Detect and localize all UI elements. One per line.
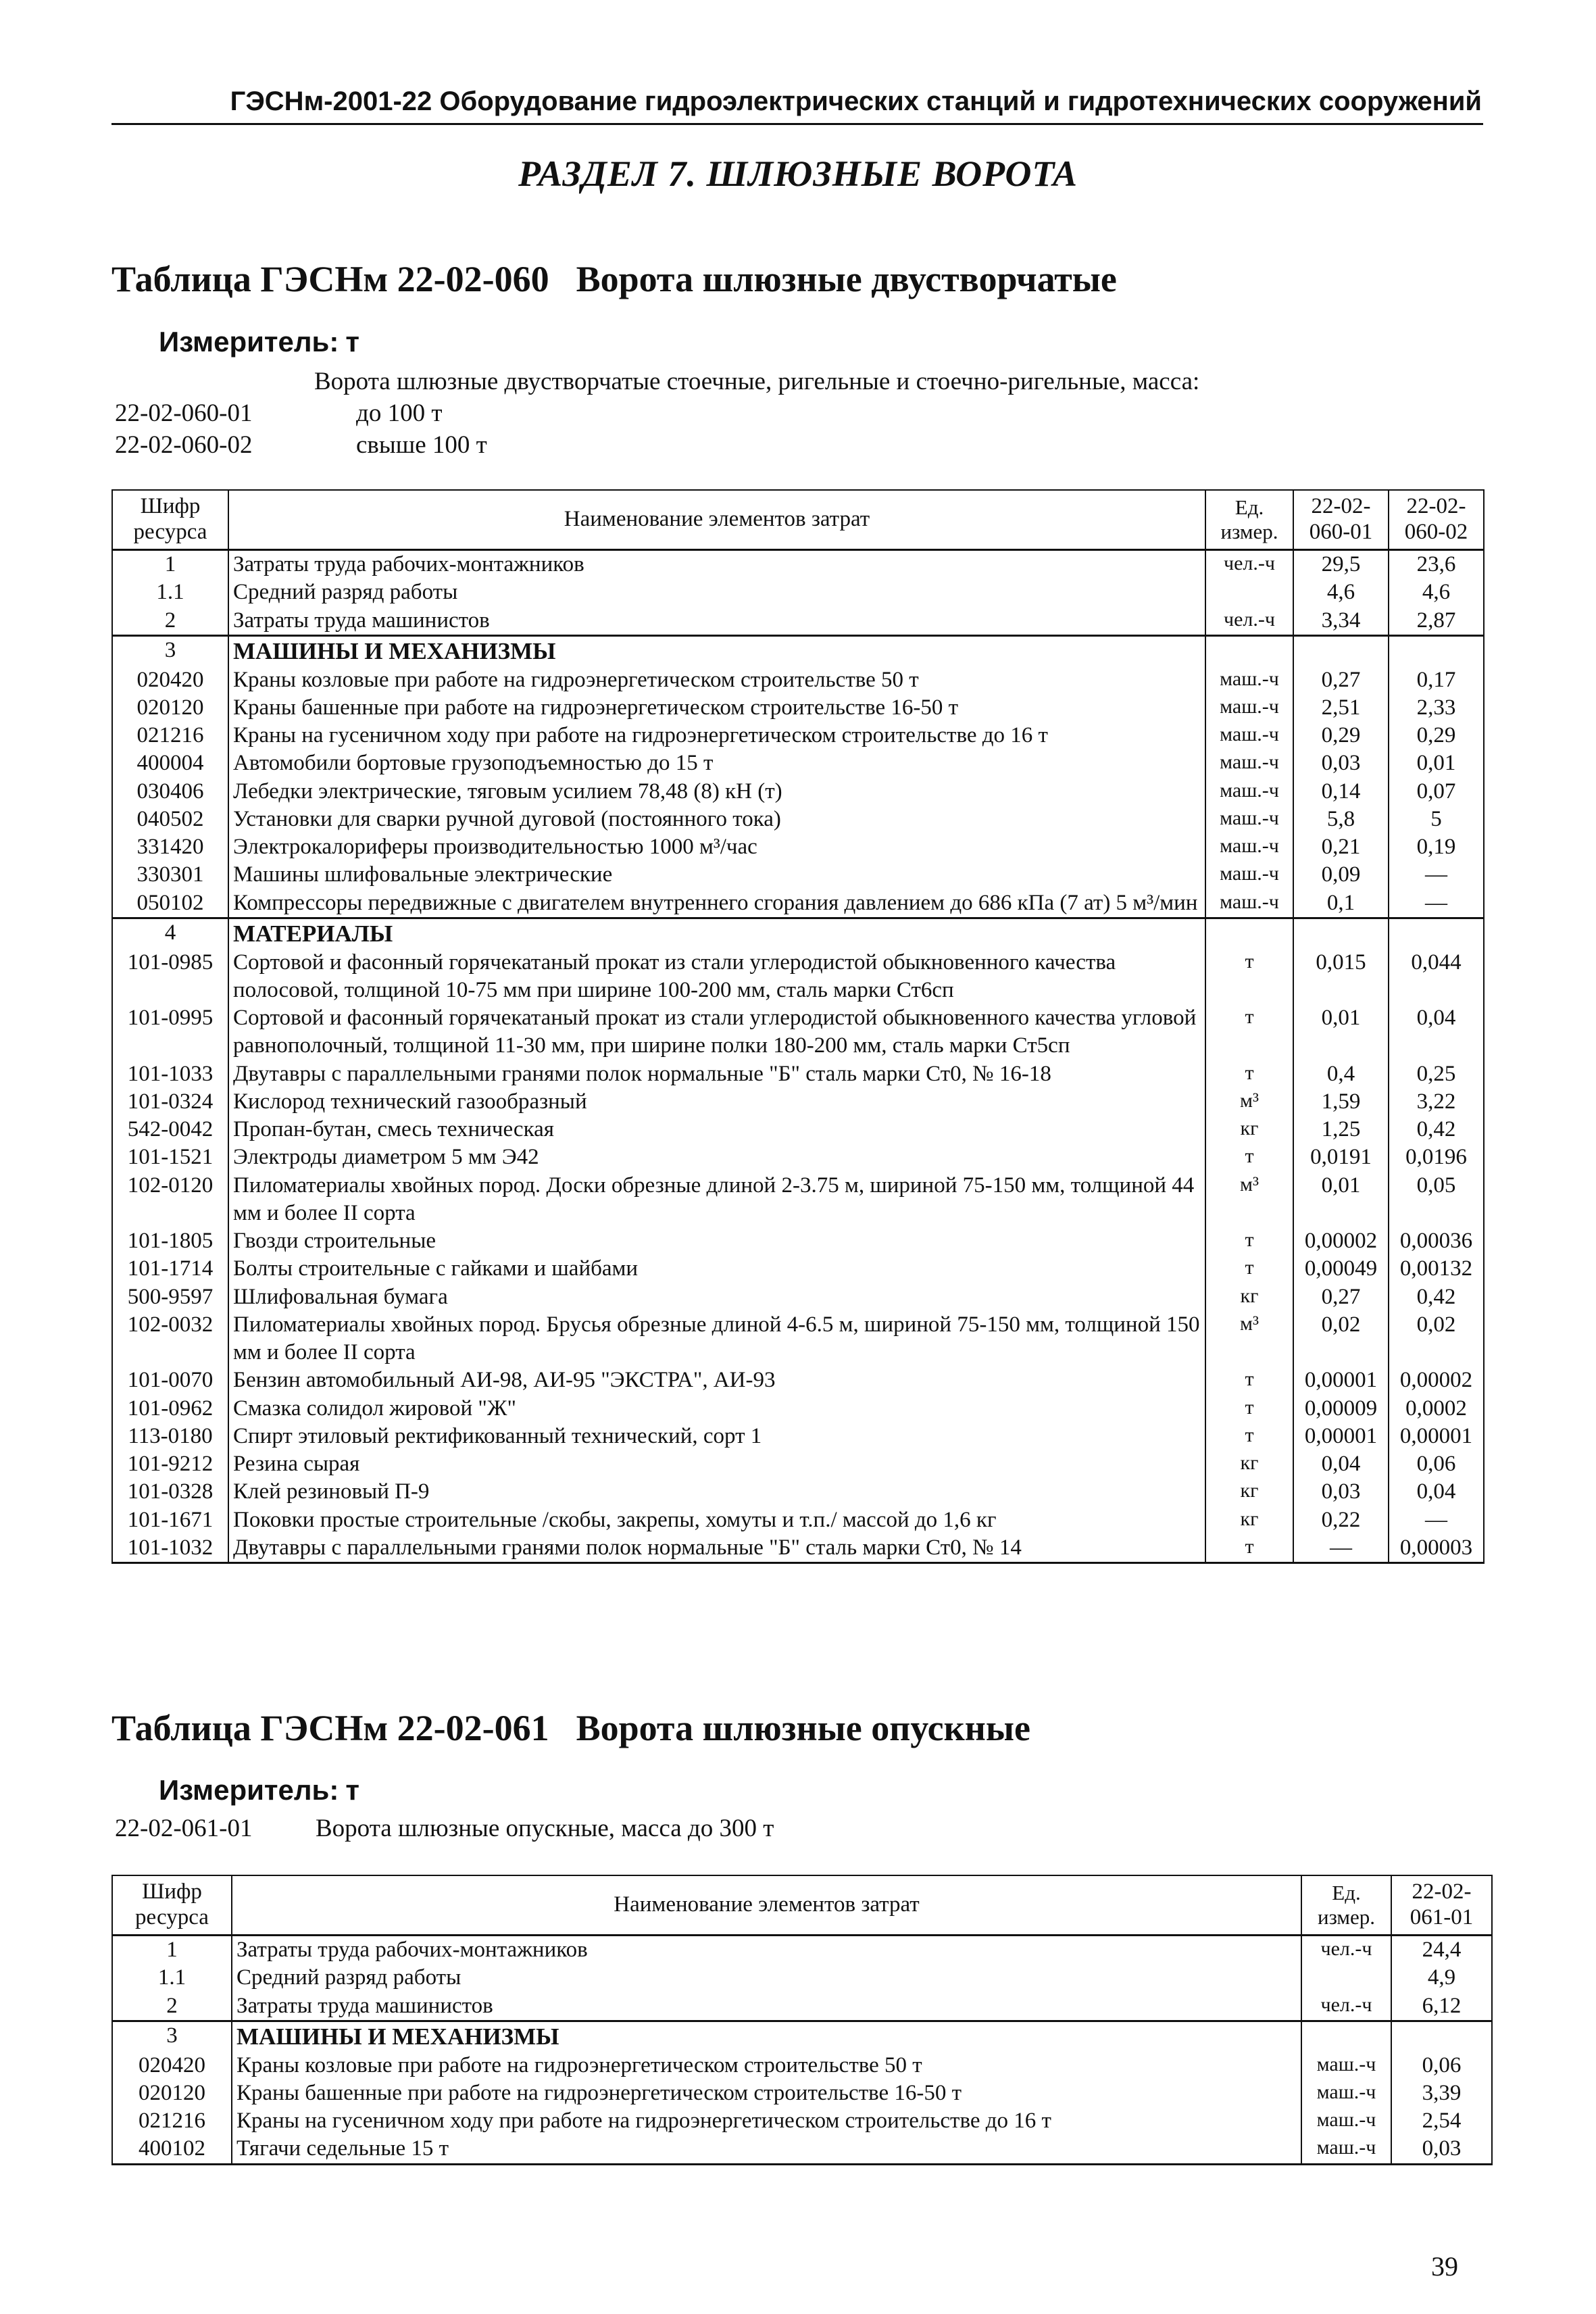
header-name: Наименование элементов затрат (228, 490, 1205, 550)
row-value-1: 4,6 (1293, 578, 1389, 606)
row-code: 330301 (112, 861, 228, 889)
row-value-1: 6,12 (1391, 1992, 1492, 2021)
row-name: МАШИНЫ И МЕХАНИЗМЫ (228, 635, 1205, 666)
row-value-1: 3,39 (1391, 2079, 1492, 2107)
row-code: 101-0962 (112, 1395, 228, 1423)
row-value-1 (1293, 918, 1389, 948)
row-code: 101-1032 (112, 1534, 228, 1563)
table-row (112, 1116, 1484, 1143)
row-value-2: 0,05 (1389, 1172, 1484, 1228)
row-code: 331420 (112, 833, 228, 861)
row-value-1: 0,06 (1391, 2052, 1492, 2079)
header-col1-top: 22-02- (1311, 494, 1371, 519)
row-code: 4 (112, 918, 228, 948)
table-row (112, 722, 1484, 749)
row-name: Тягачи седельные 15 т (232, 2135, 1301, 2164)
row-code: 020420 (112, 666, 228, 694)
row-code: 1.1 (112, 578, 228, 606)
row-name: Краны на гусеничном ходу при работе на гидроэнергетическом строительстве до 16 т (232, 2107, 1301, 2135)
table-row (112, 1311, 1484, 1367)
row-name: Кислород технический газообразный (228, 1088, 1205, 1116)
row-value-2: 0,02 (1389, 1311, 1484, 1367)
row-code: 101-1671 (112, 1506, 228, 1534)
row-code: 050102 (112, 889, 228, 918)
row-unit: т (1205, 1395, 1293, 1423)
row-code: 021216 (112, 2107, 232, 2135)
row-name: Электрокалориферы производительностью 1000 м³/час (228, 833, 1205, 861)
row-name: Пиломатериалы хвойных пород. Доски обрезные длиной 2-3.75 м, шириной 75-150 мм, толщиной 44 мм и более II сорта (228, 1172, 1205, 1228)
table-row (112, 778, 1484, 806)
row-code: 101-0328 (112, 1478, 228, 1506)
row-value-1: 0,02 (1293, 1311, 1389, 1367)
row-code: 020120 (112, 2079, 232, 2107)
header-col2-bottom: 060-02 (1404, 520, 1468, 544)
table1-title-name: Ворота шлюзные двустворчатые (576, 259, 1117, 299)
row-unit: чел.-ч (1301, 1992, 1391, 2021)
table-row (112, 2079, 1492, 2107)
header-unit (1301, 1875, 1391, 1936)
row-unit: кг (1205, 1478, 1293, 1506)
row-name: Бензин автомобильный АИ-98, АИ-95 "ЭКСТРА", АИ-93 (228, 1367, 1205, 1394)
table-row (112, 1172, 1484, 1228)
table1-title-code: Таблица ГЭСНм 22-02-060 (111, 259, 549, 299)
row-value-1: 0,00001 (1293, 1367, 1389, 1394)
header-code-bottom: ресурса (133, 520, 207, 544)
table-row (112, 1395, 1484, 1423)
table-row (112, 1423, 1484, 1450)
row-unit: маш.-ч (1301, 2052, 1391, 2079)
row-code: 500-9597 (112, 1283, 228, 1311)
row-code: 102-0032 (112, 1311, 228, 1367)
row-name: Спирт этиловый ректификованный технический, сорт 1 (228, 1423, 1205, 1450)
header-unit-top: Ед. (1332, 1881, 1361, 1905)
row-unit: т (1205, 1227, 1293, 1255)
table2-title (111, 1707, 1030, 1749)
row-unit (1301, 2021, 1391, 2051)
row-value-1: 1,59 (1293, 1088, 1389, 1116)
row-value-1: 0,01 (1293, 1004, 1389, 1060)
header-col1-bottom: 061-01 (1410, 1905, 1474, 1929)
row-value-1: 0,04 (1293, 1450, 1389, 1478)
running-header: ГЭСНм-2001-22 Оборудование гидроэлектрических станций и гидротехнических сооружений (230, 87, 1482, 116)
row-code: 101-0324 (112, 1088, 228, 1116)
row-unit: маш.-ч (1301, 2107, 1391, 2135)
table-row (112, 1450, 1484, 1478)
table-row (112, 2052, 1492, 2079)
row-value-2 (1389, 918, 1484, 948)
header-code-bottom: ресурса (135, 1905, 209, 1929)
row-unit (1205, 918, 1293, 948)
row-value-1: 1,25 (1293, 1116, 1389, 1143)
row-unit (1301, 1964, 1391, 1992)
row-value-2: 0,42 (1389, 1283, 1484, 1311)
row-code: 3 (112, 2021, 232, 2051)
table-row (112, 1004, 1484, 1060)
row-value-2: 0,42 (1389, 1116, 1484, 1143)
row-value-1: 0,14 (1293, 778, 1389, 806)
row-name: Краны на гусеничном ходу при работе на гидроэнергетическом строительстве до 16 т (228, 722, 1205, 749)
row-unit: м³ (1205, 1088, 1293, 1116)
row-value-1: 0,27 (1293, 1283, 1389, 1311)
table-row (112, 635, 1484, 666)
row-name: МАШИНЫ И МЕХАНИЗМЫ (232, 2021, 1301, 2051)
row-value-1: 2,54 (1391, 2107, 1492, 2135)
row-code: 101-1033 (112, 1060, 228, 1088)
row-unit: маш.-ч (1301, 2135, 1391, 2164)
header-unit-bottom: измер. (1317, 1905, 1376, 1929)
row-code: 101-1805 (112, 1227, 228, 1255)
row-name: Двутавры с параллельными гранями полок нормальные "Б" сталь марки Ст0, № 16-18 (228, 1060, 1205, 1088)
table-row (112, 2021, 1492, 2051)
variant-code: 22-02-060-01 (115, 399, 253, 427)
row-value-2: 0,00036 (1389, 1227, 1484, 1255)
row-value-2: 0,0002 (1389, 1395, 1484, 1423)
row-code: 1.1 (112, 1964, 232, 1992)
header-col1-top: 22-02- (1412, 1879, 1472, 1904)
row-code: 2 (112, 607, 228, 636)
row-value-2: — (1389, 889, 1484, 918)
row-code: 101-9212 (112, 1450, 228, 1478)
row-name: Смазка солидол жировой "Ж" (228, 1395, 1205, 1423)
row-name: Краны башенные при работе на гидроэнергетическом строительстве 16-50 т (232, 2079, 1301, 2107)
header-col1 (1391, 1875, 1492, 1936)
row-value-2: 2,33 (1389, 694, 1484, 722)
row-code: 101-0995 (112, 1004, 228, 1060)
row-value-1 (1391, 2021, 1492, 2051)
variant-text: Ворота шлюзные опускные, масса до 300 т (316, 1815, 774, 1842)
header-col2 (1389, 490, 1484, 550)
row-value-1: 0,0191 (1293, 1143, 1389, 1171)
table-row (112, 1506, 1484, 1534)
table-row (112, 2107, 1492, 2135)
row-unit: маш.-ч (1205, 861, 1293, 889)
table-row (112, 1255, 1484, 1283)
row-name: Лебедки электрические, тяговым усилием 78,48 (8) кН (т) (228, 778, 1205, 806)
row-value-2: 0,07 (1389, 778, 1484, 806)
table-row (112, 1227, 1484, 1255)
row-name: Болты строительные с гайками и шайбами (228, 1255, 1205, 1283)
row-value-1: 0,21 (1293, 833, 1389, 861)
row-name: Электроды диаметром 5 мм Э42 (228, 1143, 1205, 1171)
table-row (112, 918, 1484, 948)
row-value-1: 2,51 (1293, 694, 1389, 722)
row-value-2: 0,044 (1389, 949, 1484, 1005)
table-row (112, 1060, 1484, 1088)
table-row (112, 550, 1484, 579)
row-name: Затраты труда рабочих-монтажников (228, 550, 1205, 579)
row-code: 020420 (112, 2052, 232, 2079)
row-unit: маш.-ч (1205, 833, 1293, 861)
row-unit: чел.-ч (1301, 1936, 1391, 1965)
header-unit-top: Ед. (1235, 495, 1264, 520)
row-value-1: 0,22 (1293, 1506, 1389, 1534)
table-row (112, 1143, 1484, 1171)
row-name: Краны башенные при работе на гидроэнергетическом строительстве 16-50 т (228, 694, 1205, 722)
table-row (112, 1478, 1484, 1506)
row-unit: маш.-ч (1205, 778, 1293, 806)
row-name: Клей резиновый П-9 (228, 1478, 1205, 1506)
row-name: Установки для сварки ручной дуговой (постоянного тока) (228, 806, 1205, 833)
row-unit (1205, 578, 1293, 606)
table-row (112, 1964, 1492, 1992)
row-code: 542-0042 (112, 1116, 228, 1143)
row-code: 3 (112, 635, 228, 666)
row-unit: т (1205, 1367, 1293, 1394)
row-name: МАТЕРИАЛЫ (228, 918, 1205, 948)
row-value-1: 0,00049 (1293, 1255, 1389, 1283)
row-name: Краны козловые при работе на гидроэнергетическом строительстве 50 т (232, 2052, 1301, 2079)
row-value-2: 2,87 (1389, 607, 1484, 636)
row-value-1: 0,015 (1293, 949, 1389, 1005)
header-rule (111, 123, 1483, 125)
row-code: 113-0180 (112, 1423, 228, 1450)
row-unit: маш.-ч (1205, 889, 1293, 918)
row-name: Затраты труда машинистов (228, 607, 1205, 636)
header-name: Наименование элементов затрат (232, 1875, 1301, 1936)
table-row (112, 1367, 1484, 1394)
row-value-2: 0,25 (1389, 1060, 1484, 1088)
row-name: Сортовой и фасонный горячекатаный прокат из стали углеродистой обыкновенного качества угловой равнополочный, толщиной 11-30 мм, при ширине полки 180-200 мм, сталь марки Ст5сп (228, 1004, 1205, 1060)
header-col1 (1293, 490, 1389, 550)
row-value-1: 0,29 (1293, 722, 1389, 749)
table-row (112, 578, 1484, 606)
row-value-2: 0,29 (1389, 722, 1484, 749)
row-unit: маш.-ч (1205, 666, 1293, 694)
row-unit: маш.-ч (1205, 749, 1293, 777)
variant-code: 22-02-061-01 (115, 1815, 253, 1842)
row-name: Сортовой и фасонный горячекатаный прокат из стали углеродистой обыкновенного качества полосовой, толщиной 10-75 мм при ширине 100-200 мм, сталь марки Ст6сп (228, 949, 1205, 1005)
table2-measurer (159, 1774, 359, 1806)
row-name: Средний разряд работы (232, 1964, 1301, 1992)
row-unit: кг (1205, 1506, 1293, 1534)
row-value-2: 0,0196 (1389, 1143, 1484, 1171)
table1-measurer-value: т (345, 326, 359, 358)
row-unit: т (1205, 1534, 1293, 1563)
row-unit: т (1205, 1004, 1293, 1060)
row-name: Средний разряд работы (228, 578, 1205, 606)
row-name: Шлифовальная бумага (228, 1283, 1205, 1311)
variant-text: до 100 т (356, 399, 443, 427)
row-value-2: 5 (1389, 806, 1484, 833)
row-name: Поковки простые строительные /скобы, закрепы, хомуты и т.п./ массой до 1,6 кг (228, 1506, 1205, 1534)
table-row (112, 607, 1484, 636)
row-unit: т (1205, 1255, 1293, 1283)
row-value-1: 0,09 (1293, 861, 1389, 889)
row-value-1: 3,34 (1293, 607, 1389, 636)
table-header-row (112, 490, 1484, 550)
row-value-2: 0,17 (1389, 666, 1484, 694)
table-row (112, 749, 1484, 777)
row-code: 400102 (112, 2135, 232, 2164)
variant-code: 22-02-060-02 (115, 431, 253, 459)
row-value-2: 23,6 (1389, 550, 1484, 579)
table-row (112, 833, 1484, 861)
table2-title-code: Таблица ГЭСНм 22-02-061 (111, 1708, 549, 1748)
row-value-1: 4,9 (1391, 1964, 1492, 1992)
row-name: Пиломатериалы хвойных пород. Брусья обрезные длиной 4-6.5 м, шириной 75-150 мм, толщиной 150 мм и более II сорта (228, 1311, 1205, 1367)
header-code-top: Шифр (142, 1879, 202, 1904)
row-unit: т (1205, 949, 1293, 1005)
row-value-1: 0,1 (1293, 889, 1389, 918)
row-unit: маш.-ч (1301, 2079, 1391, 2107)
table1-measurer-label: Измеритель: (159, 326, 339, 358)
row-unit: чел.-ч (1205, 550, 1293, 579)
table1-description: Ворота шлюзные двустворчатые стоечные, ригельные и стоечно-ригельные, масса: (314, 368, 1200, 395)
row-value-1: 5,8 (1293, 806, 1389, 833)
row-value-2: 0,00132 (1389, 1255, 1484, 1283)
row-value-2: 0,01 (1389, 749, 1484, 777)
header-unit (1205, 490, 1293, 550)
row-value-2: 0,19 (1389, 833, 1484, 861)
row-code: 040502 (112, 806, 228, 833)
row-unit: т (1205, 1060, 1293, 1088)
row-name: Двутавры с параллельными гранями полок нормальные "Б" сталь марки Ст0, № 14 (228, 1534, 1205, 1563)
row-code: 030406 (112, 778, 228, 806)
row-value-2: 0,00003 (1389, 1534, 1484, 1563)
row-code: 101-0985 (112, 949, 228, 1005)
row-name: Гвозди строительные (228, 1227, 1205, 1255)
row-value-1: 0,03 (1391, 2135, 1492, 2164)
row-unit: маш.-ч (1205, 722, 1293, 749)
header-code (112, 1875, 232, 1936)
row-code: 102-0120 (112, 1172, 228, 1228)
row-unit: т (1205, 1143, 1293, 1171)
table-row (112, 2135, 1492, 2164)
row-value-1: 0,4 (1293, 1060, 1389, 1088)
row-unit: кг (1205, 1116, 1293, 1143)
row-value-2: 0,04 (1389, 1478, 1484, 1506)
table-row (112, 861, 1484, 889)
header-unit-bottom: измер. (1220, 520, 1278, 543)
row-value-1: 0,00009 (1293, 1395, 1389, 1423)
table-header-row (112, 1875, 1492, 1936)
row-value-1: — (1293, 1534, 1389, 1563)
row-code: 101-1714 (112, 1255, 228, 1283)
table-row (112, 666, 1484, 694)
table2-measurer-label: Измеритель: (159, 1774, 339, 1806)
section-title: РАЗДЕЛ 7. ШЛЮЗНЫЕ ВОРОТА (518, 153, 1078, 194)
row-value-1 (1293, 635, 1389, 666)
row-name: Машины шлифовальные электрические (228, 861, 1205, 889)
row-value-1: 0,27 (1293, 666, 1389, 694)
resource-table-060 (111, 489, 1485, 1564)
row-value-2: 3,22 (1389, 1088, 1484, 1116)
row-unit: м³ (1205, 1311, 1293, 1367)
row-code: 020120 (112, 694, 228, 722)
row-unit (1205, 635, 1293, 666)
row-unit: чел.-ч (1205, 607, 1293, 636)
resource-table-061 (111, 1875, 1493, 2165)
row-value-1: 0,03 (1293, 749, 1389, 777)
row-unit: т (1205, 1423, 1293, 1450)
table2-title-name: Ворота шлюзные опускные (576, 1708, 1030, 1748)
row-code: 1 (112, 1936, 232, 1965)
table-row (112, 1283, 1484, 1311)
table-row (112, 694, 1484, 722)
table2-measurer-value: т (345, 1774, 359, 1806)
table1-variant-2 (115, 430, 487, 460)
header-col1-bottom: 060-01 (1309, 520, 1373, 544)
header-code (112, 490, 228, 550)
row-value-2: 0,06 (1389, 1450, 1484, 1478)
row-value-1: 0,00001 (1293, 1423, 1389, 1450)
header-code-top: Шифр (140, 494, 201, 519)
table1-title (111, 258, 1117, 300)
row-value-2: 4,6 (1389, 578, 1484, 606)
row-name: Компрессоры передвижные с двигателем внутреннего сгорания давлением до 686 кПа (7 ат) 5 м³/мин (228, 889, 1205, 918)
row-value-2: — (1389, 1506, 1484, 1534)
row-value-1: 0,01 (1293, 1172, 1389, 1228)
table-row (112, 949, 1484, 1005)
table2-variant (115, 1814, 774, 1843)
row-name: Затраты труда машинистов (232, 1992, 1301, 2021)
page-number: 39 (1431, 2251, 1458, 2282)
row-value-2 (1389, 635, 1484, 666)
header-col2-top: 22-02- (1406, 494, 1466, 519)
row-name: Автомобили бортовые грузоподъемностью до 15 т (228, 749, 1205, 777)
row-value-2: — (1389, 861, 1484, 889)
row-value-2: 0,04 (1389, 1004, 1484, 1060)
row-name: Краны козловые при работе на гидроэнергетическом строительстве 50 т (228, 666, 1205, 694)
row-name: Резина сырая (228, 1450, 1205, 1478)
row-unit: кг (1205, 1450, 1293, 1478)
row-code: 400004 (112, 749, 228, 777)
row-unit: маш.-ч (1205, 806, 1293, 833)
table1-variant-1 (115, 399, 443, 428)
row-code: 1 (112, 550, 228, 579)
row-name: Затраты труда рабочих-монтажников (232, 1936, 1301, 1965)
row-code: 021216 (112, 722, 228, 749)
row-unit: кг (1205, 1283, 1293, 1311)
row-value-2: 0,00002 (1389, 1367, 1484, 1394)
row-code: 101-1521 (112, 1143, 228, 1171)
variant-text: свыше 100 т (356, 431, 487, 459)
row-value-1: 24,4 (1391, 1936, 1492, 1965)
table-row (112, 1088, 1484, 1116)
table-row (112, 889, 1484, 918)
row-code: 101-0070 (112, 1367, 228, 1394)
row-code: 2 (112, 1992, 232, 2021)
row-value-2: 0,00001 (1389, 1423, 1484, 1450)
table-row (112, 1936, 1492, 1965)
table-row (112, 1534, 1484, 1563)
table1-measurer (159, 326, 359, 358)
row-name: Пропан-бутан, смесь техническая (228, 1116, 1205, 1143)
table-row (112, 1992, 1492, 2021)
table-row (112, 806, 1484, 833)
row-unit: м³ (1205, 1172, 1293, 1228)
row-unit: маш.-ч (1205, 694, 1293, 722)
row-value-1: 29,5 (1293, 550, 1389, 579)
row-value-1: 0,00002 (1293, 1227, 1389, 1255)
row-value-1: 0,03 (1293, 1478, 1389, 1506)
